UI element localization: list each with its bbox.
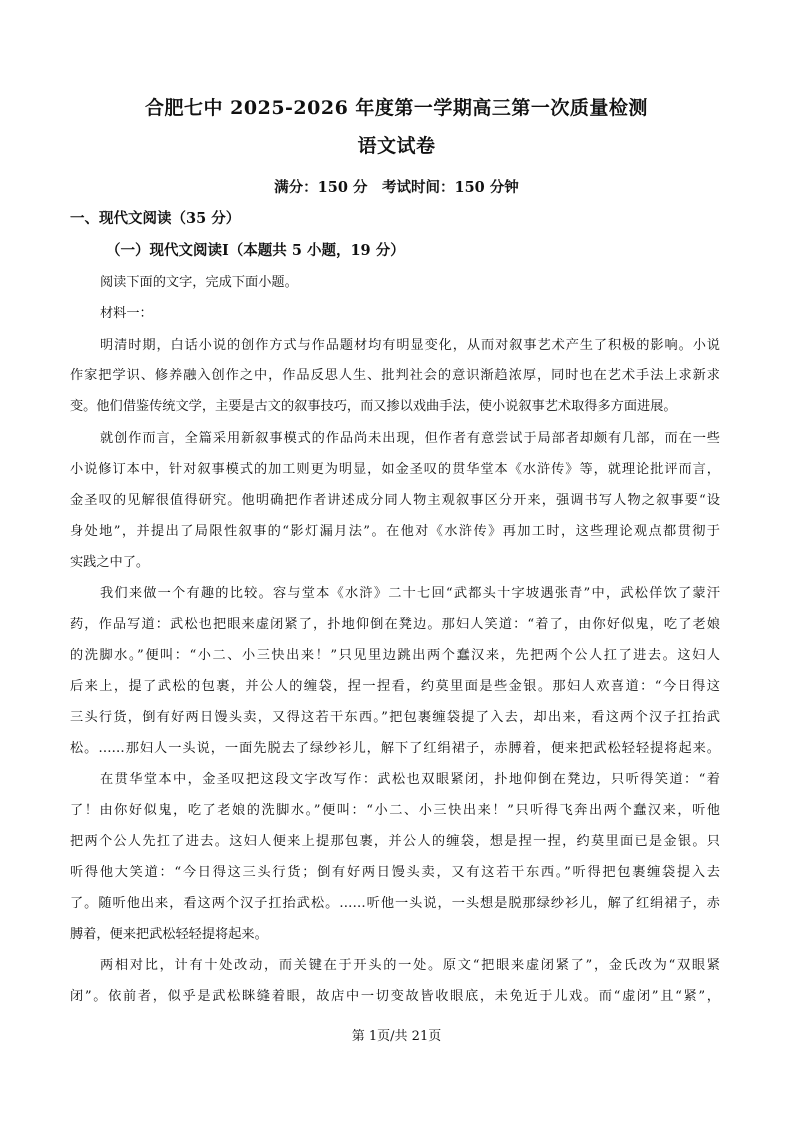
text-line: 在贯华堂本中，金圣叹把这段文字改写作：武松也双眼紧闭，扑地仰倒在凳边，只听得笑道：“着 [100,772,720,787]
text-line: 闭”。依前者，似乎是武松眯缝着眼，故店中一切变故皆收眼底，未免近于儿戏。而“虚闭”且“紧”， [70,989,720,1004]
exam-subject: 语文试卷 [357,135,436,157]
section-heading: 一、现代文阅读（35 分） [70,210,241,227]
text-line: 明清时期，白话小说的创作方式与作品题材均有明显变化，从而对叙事艺术产生了积极的影响。小说 [100,338,720,353]
text-line: 实践之中了。 [70,555,150,570]
text-line: 后来上，提了武松的包裹，并公人的缠袋，捏一捏看，约莫里面是些金银。那妇人欢喜道：“今日得这 [70,679,720,694]
page-number: 第 1页/共 21页 [351,1029,442,1044]
text-line: 把两个公人先扛了进去。这妇人便来上提那包裹，并公人的缠袋，想是捏一捏，约莫里面已是金银。只 [70,834,720,849]
text-line: 两相对比，计有十处改动，而关键在于开头的一处。原文“把眼来虚闭紧了”，金氏改为“双眼紧 [100,958,720,973]
text-line: 就创作而言，全篇采用新叙事模式的作品尚未出现，但作者有意尝试于局部者却颇有几部，而在一些 [100,431,720,446]
text-line: 膊着，便来把武松轻轻提将起来。 [70,927,268,942]
instruction-line: 阅读下面的文字，完成下面小题。 [100,275,298,290]
text-line: 了！由你好似鬼，吃了老娘的洗脚水。”便叫：“小二、小三快出来！”只听得飞奔出两个蠢汉来，听他 [70,803,720,818]
text-line: 小说修订本中，针对叙事模式的加工则更为明显，如金圣叹的贯华堂本《水浒传》等，就理论批评而言， [70,462,720,477]
subsection-heading: （一）现代文阅读Ⅰ（本题共 5 小题，19 分） [106,242,405,259]
text-line: 了。随听他出来，看这两个汉子扛抬武松。……听他一头说，一头想是脱那绿纱衫儿，解了红绢裙子，赤 [70,896,720,911]
text-line: 作家把学识、修养融入创作之中，作品反思人生、批判社会的意识渐趋浓厚，同时也在艺术手法上求新求 [70,368,720,383]
text-line: 身处地”，并提出了局限性叙事的“影灯漏月法”。在他对《水浒传》再加工时，这些理论观点都贯彻于 [70,524,720,539]
text-line: 金圣叹的见解很值得研究。他明确把作者讲述成分同人物主观叙事区分开来，强调书写人物之叙事要“设 [70,493,720,508]
text-line: 听得他大笑道：“今日得这三头行货；倒有好两日馒头卖，又有这若干东西。”听得把包裹缠袋提入去 [70,865,720,880]
text-line: 松。……那妇人一头说，一面先脱去了绿纱衫儿，解下了红绢裙子，赤膊着，便来把武松轻轻提将起来。 [70,741,720,756]
text-line: 三头行货，倒有好两日馒头卖，又得这若干东西。”把包裹缠袋提了入去，却出来，看这两个汉子扛抬武 [70,710,720,725]
text-line: 变。他们借鉴传统文学，主要是古文的叙事技巧，而又掺以戏曲手法，使小说叙事艺术取得多方面进展。 [70,399,677,414]
exam-info: 满分：150 分 考试时间：150 分钟 [274,179,519,196]
text-line: 我们来做一个有趣的比较。容与堂本《水浒》二十七回“武都头十字坡遇张青”中，武松佯饮了蒙汗 [100,586,720,601]
text-line: 药，作品写道：武松也把眼来虚闭紧了，扑地仰倒在凳边。那妇人笑道：“着了，由你好似鬼，吃了老娘 [70,617,720,632]
material-label: 材料一： [100,306,153,321]
text-line: 的洗脚水。”便叫：“小二、小三快出来！”只见里边跳出两个蠢汉来，先把两个公人扛了进去。这妇人 [70,648,720,663]
exam-title: 合肥七中 2025-2026 年度第一学期高三第一次质量检测 [145,97,648,119]
